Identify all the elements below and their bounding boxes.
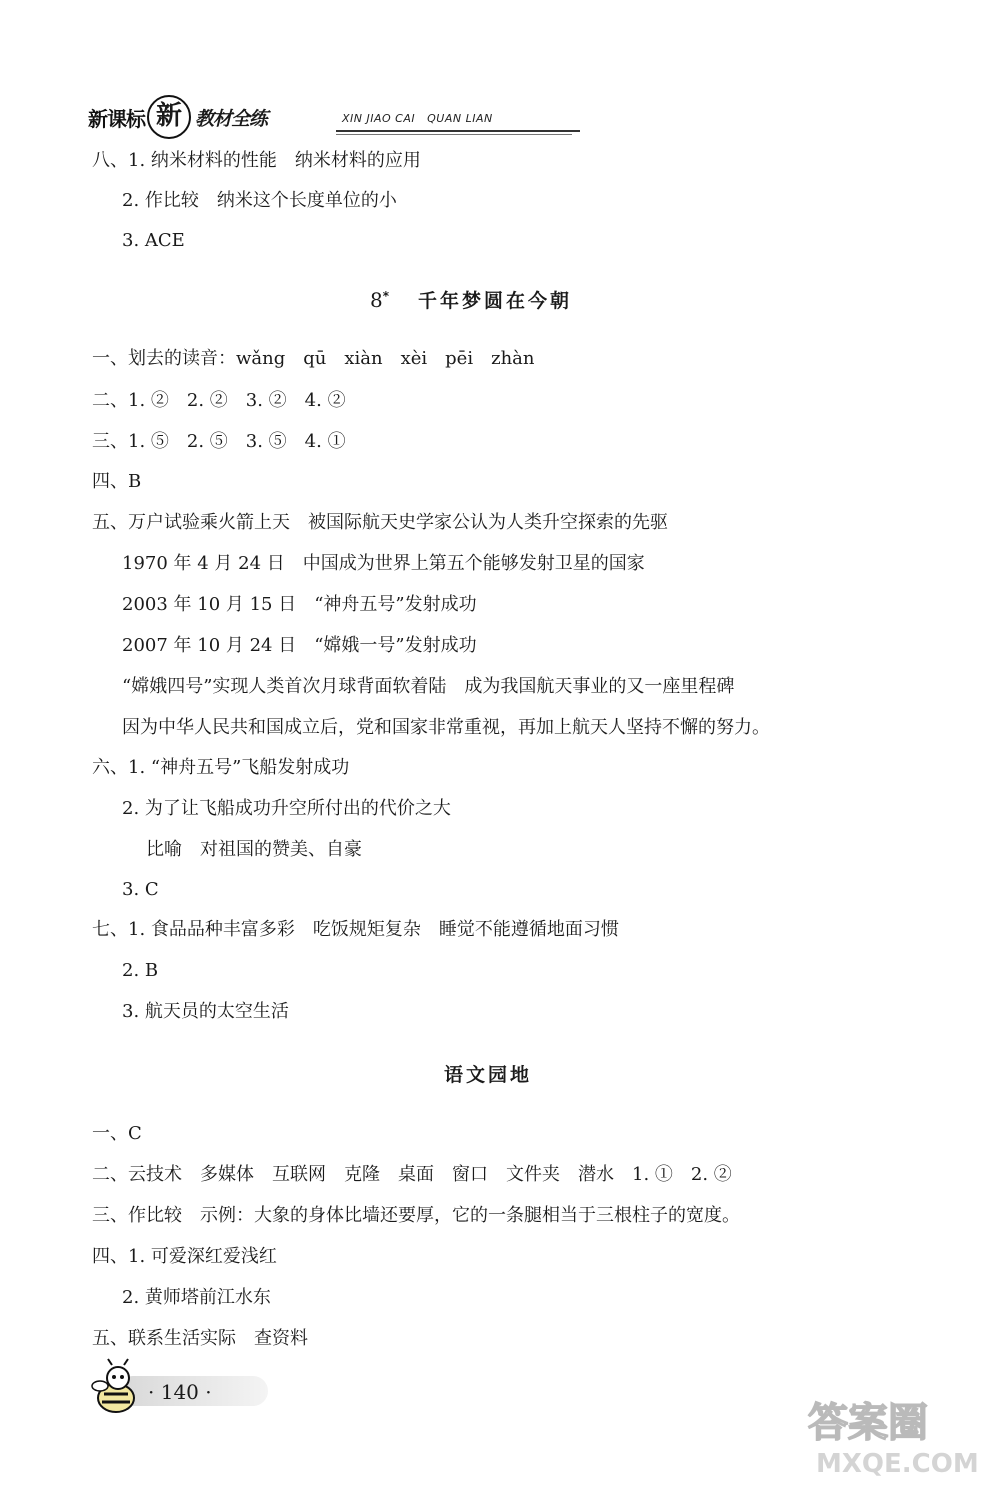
answer-line: 3. 航天员的太空生活 [122,1001,289,1022]
answer-line: 三、作比较 示例：大象的身体比墙还要厚，它的一条腿相当于三根柱子的宽度。 [92,1205,740,1226]
logo-text-1: 新课标 [88,106,145,131]
answer-line: 因为中华人民共和国成立后，党和国家非常重视，再加上航天人坚持不懈的努力。 [122,717,770,738]
answer-line: 2. 黄师塔前江水东 [122,1287,271,1308]
watermark-text-1: 答案圈 [808,1400,928,1446]
answer-line: 1970 年 4 月 24 日 中国成为世界上第五个能够发射卫星的国家 [122,553,645,574]
answer-line: 二、1. ② 2. ② 3. ② 4. ② [92,390,346,411]
page-number: · 140 · [148,1380,212,1404]
answer-line: 二、云技术 多媒体 互联网 克隆 桌面 窗口 文件夹 潜水 1. ① 2. ② [92,1164,732,1185]
book-logo [88,96,267,138]
section-title-garden: 语文园地 [444,1064,533,1086]
answer-line: 四、B [92,471,142,492]
page-header [88,96,580,138]
answer-line: 2. 为了让飞船成功升空所付出的代价之大 [122,798,451,819]
watermark-logo [800,1386,990,1482]
answer-line: 2. 作比较 纳米这个长度单位的小 [122,190,397,211]
answer-line: 比喻 对祖国的赞美、自豪 [146,839,362,860]
answer-line: 一、划去的读音：wǎng qū xiàn xèi pēi zhàn [92,348,535,369]
section-title-8 [370,286,572,313]
answer-line: 2003 年 10 月 15 日 “神舟五号”发射成功 [122,594,477,615]
answer-line: “嫦娥四号”实现人类首次月球背面软着陆 成为我国航天事业的又一座里程碑 [122,676,735,697]
answer-line: 三、1. ⑤ 2. ⑤ 3. ⑤ 4. ① [92,431,346,452]
logo-big-char: 新 [147,95,191,139]
answer-line: 六、1. “神舟五号”飞船发射成功 [92,757,350,778]
page-footer [88,1358,268,1418]
answer-line: 八、1. 纳米材料的性能 纳米材料的应用 [92,150,421,171]
header-rule [336,130,580,132]
header-pinyin: XIN JIAO CAI QUAN LIAN [342,112,493,125]
answer-line: 一、C [92,1123,142,1144]
bee-icon [88,1358,144,1418]
answer-line: 3. C [122,879,159,900]
answer-line: 五、万户试验乘火箭上天 被国际航天史学家公认为人类升空探索的先驱 [92,512,668,533]
lesson-mark: * [382,288,393,303]
lesson-number: 8 [370,288,383,312]
lesson-title: 千年梦圆在今朝 [418,290,573,312]
answer-line: 四、1. 可爱深红爱浅红 [92,1246,277,1267]
answer-line: 3. ACE [122,230,185,251]
watermark-text-2: MXQE.COM [816,1449,979,1479]
answer-line: 2. B [122,960,159,981]
answer-line: 七、1. 食品品种丰富多彩 吃饭规矩复杂 睡觉不能遵循地面习惯 [92,919,619,940]
answer-line: 五、联系生活实际 查资料 [92,1328,308,1349]
logo-text-2: 教材全练 [195,107,268,130]
header-rule-thin [336,134,572,135]
answer-line: 2007 年 10 月 24 日 “嫦娥一号”发射成功 [122,635,477,656]
